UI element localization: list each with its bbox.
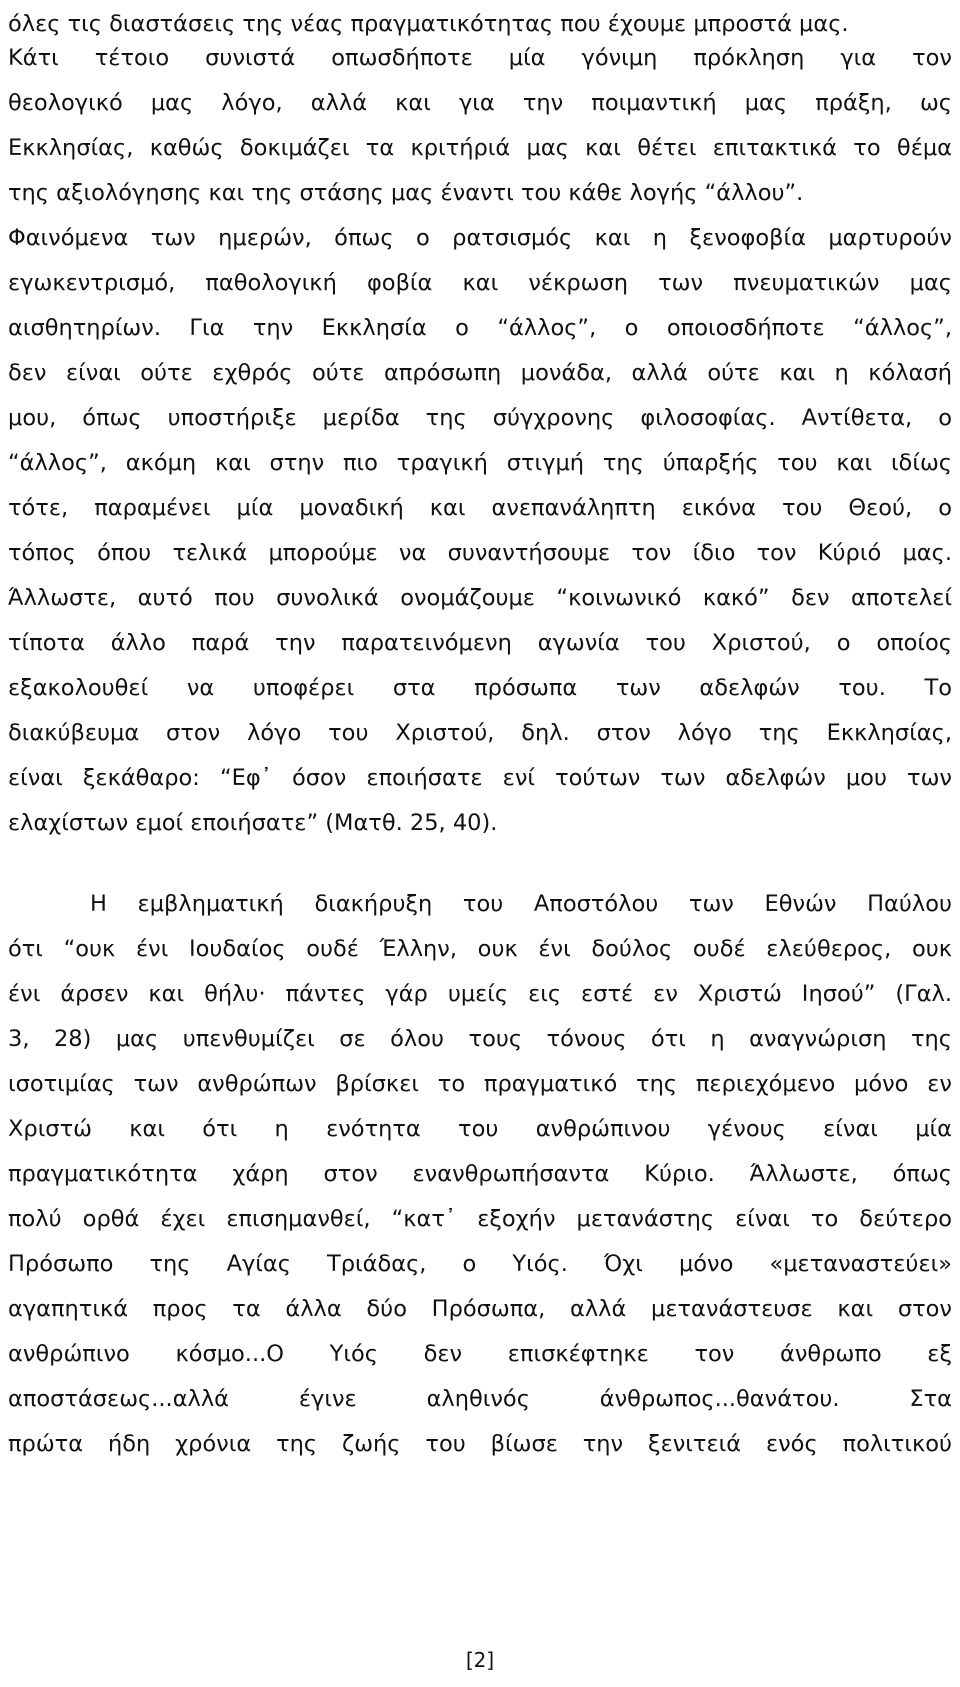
page-number: [2] [465,1648,495,1672]
text-line: εξακολουθεί να υποφέρει στα πρόσωπα των αδελφών του. Το [8,675,952,701]
text-line: ένι άρσεν και θήλυ· πάντες γάρ υμείς εις εστέ εν Χριστώ Ιησού” (Γαλ. [8,981,952,1007]
text-line: δεν είναι ούτε εχθρός ούτε απρόσωπη μονάδα, αλλά ούτε και η κόλασή [8,360,952,386]
text-line: αποστάσεως...αλλά έγινε αληθινός άνθρωπος...θανάτου. Στα [8,1386,952,1412]
text-line: πολύ ορθά έχει επισημανθεί, “κατ᾽ εξοχήν μετανάστης είναι το δεύτερο [8,1206,952,1232]
text-line: Πρόσωπο της Αγίας Τριάδας, ο Υιός. Όχι μόνο «μεταναστεύει» [8,1251,952,1277]
text-line: ανθρώπινο κόσμο...Ο Υιός δεν επισκέφτηκε τον άνθρωπο εξ [8,1341,952,1367]
text-line: 3, 28) μας υπενθυμίζει σε όλου τους τόνους ότι η αναγνώριση της [8,1026,952,1052]
text-line: αισθητηρίων. Για την Εκκλησία ο “άλλος”, ο οποιοσδήποτε “άλλος”, [8,315,952,341]
text-line: μου, όπως υποστήριξε μερίδα της σύγχρονης φιλοσοφίας. Αντίθετα, ο [8,405,952,431]
text-line: Άλλωστε, αυτό που συνολικά ονομάζουμε “κοινωνικό κακό” δεν αποτελεί [8,585,952,611]
text-line: διακύβευμα στον λόγο του Χριστού, δηλ. στον λόγο της Εκκλησίας, [8,720,952,746]
text-line: Χριστώ και ότι η ενότητα του ανθρώπινου γένους είναι μία [8,1116,952,1142]
text-line: είναι ξεκάθαρο: “Εφ᾽ όσον εποιήσατε ενί τούτων των αδελφών μου των [8,765,952,791]
text-line: πραγματικότητα χάρη στον ενανθρωπήσαντα Κύριο. Άλλωστε, όπως [8,1161,952,1187]
text-line: της αξιολόγησης και της στάσης μας έναντι του κάθε λογής “άλλου”. [8,180,804,206]
text-line: τίποτα άλλο παρά την παρατεινόμενη αγωνία του Χριστού, ο οποίος [8,630,952,656]
text-line: ελαχίστων εμοί εποιήσατε” (Ματθ. 25, 40). [8,810,498,836]
text-line: θεολογικό μας λόγο, αλλά και για την ποιμαντική μας πράξη, ως [8,90,952,116]
text-line: Κάτι τέτοιο συνιστά οπωσδήποτε μία γόνιμη πρόκληση για τον [8,45,952,71]
text-line: όλες τις διαστάσεις της νέας πραγματικότητας που έχουμε μπροστά μας. [8,11,849,37]
text-line: Εκκλησίας, καθώς δοκιμάζει τα κριτήριά μας και θέτει επιτακτικά το θέμα [8,135,952,161]
text-line: “άλλος”, ακόμη και στην πιο τραγική στιγμή της ύπαρξής του και ιδίως [8,450,952,476]
text-line: πρώτα ήδη χρόνια της ζωής του βίωσε την ξενιτειά ενός πολιτικού [8,1431,952,1457]
text-line: Η εμβληματική διακήρυξη του Αποστόλου των Εθνών Παύλου [90,891,952,917]
text-line: εγωκεντρισμό, παθολογική φοβία και νέκρωση των πνευματικών μας [8,270,952,296]
text-line: ισοτιμίας των ανθρώπων βρίσκει το πραγματικό της περιεχόμενο μόνο εν [8,1071,952,1097]
text-line: αγαπητικά προς τα άλλα δύο Πρόσωπα, αλλά μετανάστευσε και στον [8,1296,952,1322]
text-line: τόπος όπου τελικά μπορούμε να συναντήσουμε τον ίδιο τον Κύριό μας. [8,540,952,566]
text-line: τότε, παραμένει μία μοναδική και ανεπανάληπτη εικόνα του Θεού, ο [8,495,952,521]
text-line: ότι “ουκ ένι Ιουδαίος ουδέ Έλλην, ουκ ένι δούλος ουδέ ελεύθερος, ουκ [8,936,952,962]
text-line: Φαινόμενα των ημερών, όπως ο ρατσισμός και η ξενοφοβία μαρτυρούν [8,225,952,251]
